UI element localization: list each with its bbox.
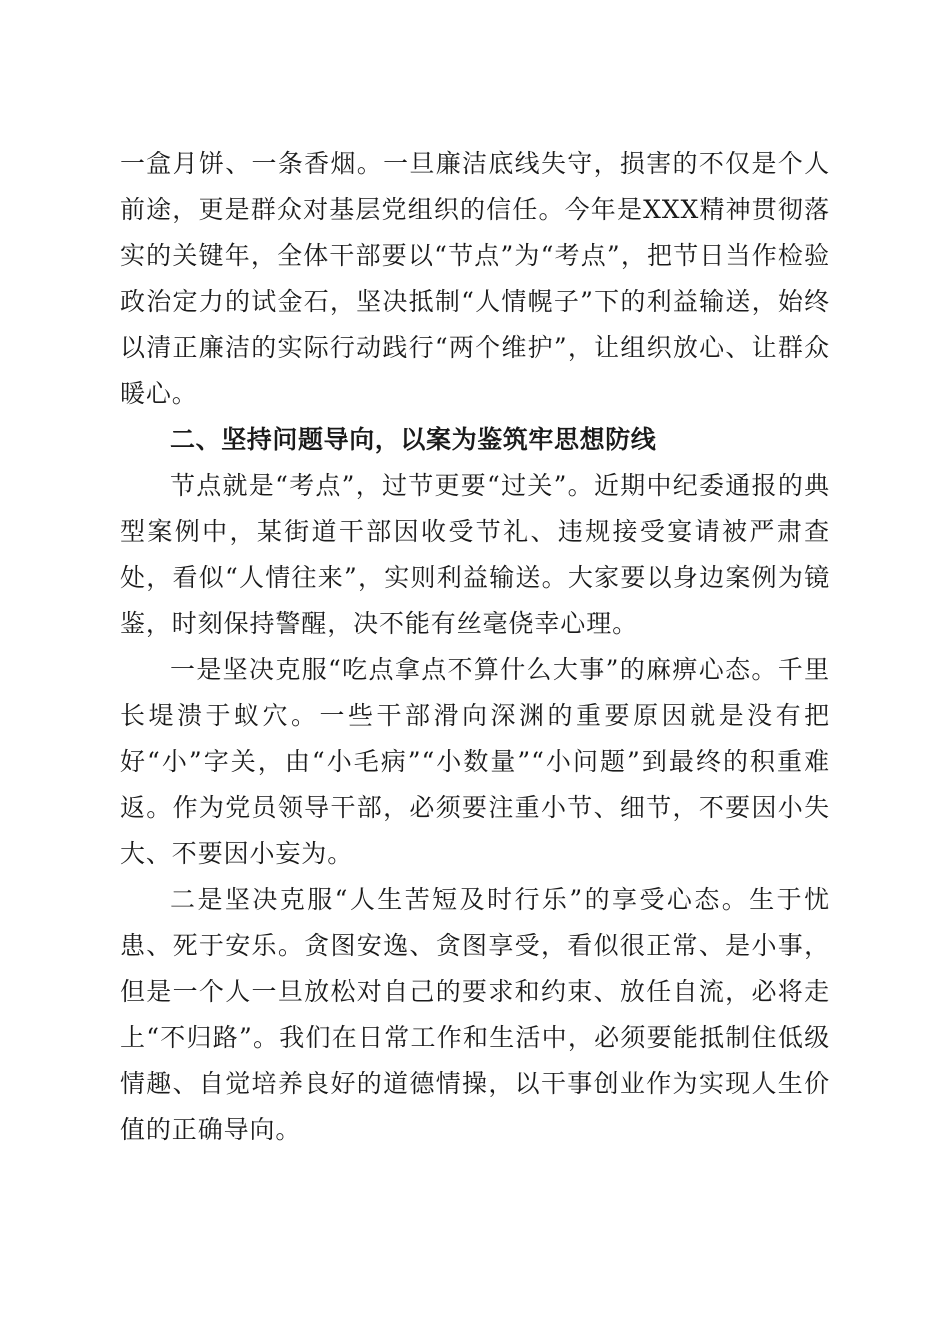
section-heading: 二、坚持问题导向，以案为鉴筑牢思想防线	[170, 425, 657, 454]
document-body	[120, 141, 830, 1153]
paragraph-point-two: 二是坚决克服“人生苦短及时行乐”的享受心态。生于忧患、死于安乐。贪图安逸、贪图享受，看似很正常、是小事，但是一个人一旦放松对自己的要求和约束、放任自流，必将走上“不归路”。我们在日常工作和生活中，必须要能抵制住低级情趣、自觉培养良好的道德情操，以干事创业作为实现人生价值的正确导向。	[120, 885, 830, 1144]
paragraph-intro: 节点就是“考点”，过节更要“过关”。近期中纪委通报的典型案例中，某街道干部因收受节礼、违规接受宴请被严肃查处，看似“人情往来”，实则利益输送。大家要以身边案例为镜鉴，时刻保持警醒，决不能有丝毫侥幸心理。	[120, 471, 830, 638]
paragraph-point-one: 一是坚决克服“吃点拿点不算什么大事”的麻痹心态。千里长堤溃于蚁穴。一些干部滑向深渊的重要原因就是没有把好“小”字关，由“小毛病”“小数量”“小问题”到最终的积重难返。作为党员领导干部，必须要注重小节、细节，不要因小失大、不要因小妄为。	[120, 655, 830, 868]
paragraph-continuation: 一盒月饼、一条香烟。一旦廉洁底线失守，损害的不仅是个人前途，更是群众对基层党组织的信任。今年是XXX精神贯彻落实的关键年，全体干部要以“节点”为“考点”，把节日当作检验政治定力的试金石，坚决抵制“人情幌子”下的利益输送，始终以清正廉洁的实际行动践行“两个维护”，让组织放心、让群众暖心。	[120, 149, 830, 408]
